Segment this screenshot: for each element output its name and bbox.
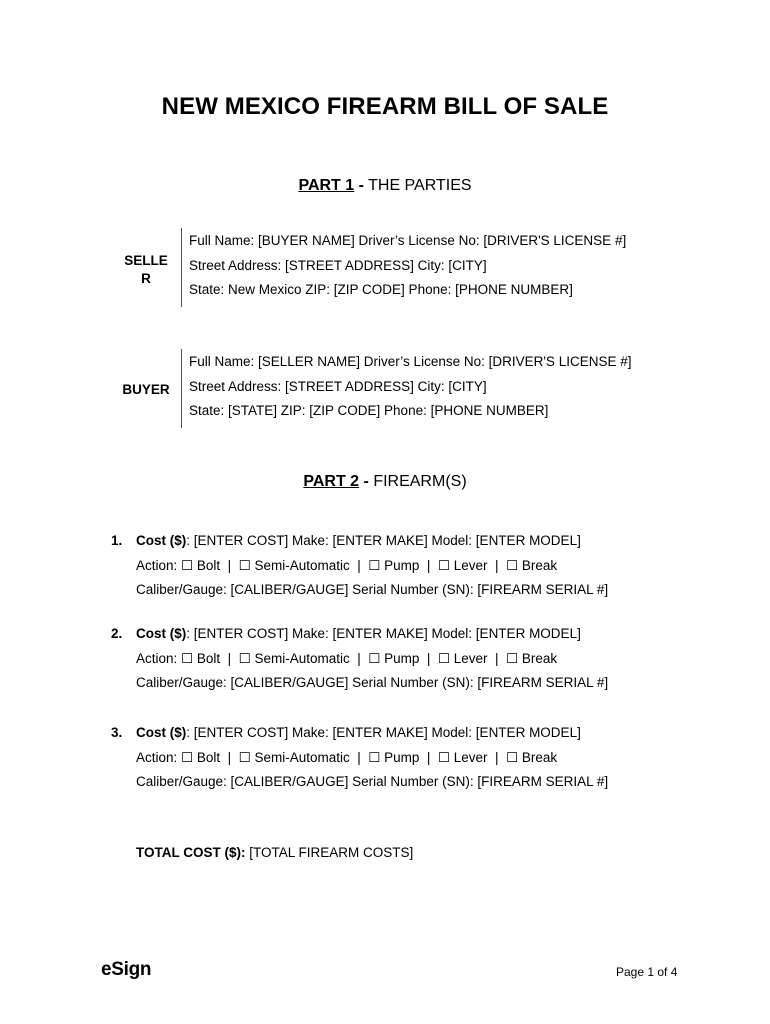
part2-heading: [0, 473, 770, 491]
firearm-caliber-line: Caliber/Gauge: [CALIBER/GAUGE] Serial Number (SN): [FIREARM SERIAL #]: [136, 774, 609, 789]
total-cost-label: TOTAL COST ($):: [136, 845, 246, 860]
total-cost-value: [TOTAL FIREARM COSTS]: [249, 845, 414, 860]
part1-heading-text: THE PARTIES: [368, 177, 472, 194]
firearm-number: 1.: [111, 533, 123, 548]
buyer-state-line: State: [STATE] ZIP: [ZIP CODE] Phone: [PHONE NUMBER]: [189, 403, 549, 418]
buyer-role-label: BUYER: [122, 382, 170, 397]
buyer-name-line: Full Name: [SELLER NAME] Driver’s License No: [DRIVER'S LICENSE #]: [189, 354, 632, 369]
part1-label: PART 1: [298, 177, 355, 194]
part1-separator: -: [358, 177, 364, 194]
firearm-cost-line: Cost ($): [ENTER COST] Make: [ENTER MAKE] Model: [ENTER MODEL]: [136, 725, 581, 740]
esign-logo: eSign: [101, 959, 152, 980]
total-cost-line: [136, 845, 413, 860]
firearm-number: 3.: [111, 725, 123, 740]
seller-address-line: Street Address: [STREET ADDRESS] City: [CITY]: [189, 257, 487, 273]
part2-separator: -: [363, 473, 369, 490]
firearm-caliber-line: Caliber/Gauge: [CALIBER/GAUGE] Serial Number (SN): [FIREARM SERIAL #]: [136, 582, 609, 597]
firearm-caliber-line: Caliber/Gauge: [CALIBER/GAUGE] Serial Number (SN): [FIREARM SERIAL #]: [136, 675, 609, 690]
document-title: NEW MEXICO FIREARM BILL OF SALE: [161, 93, 609, 120]
firearm-action-line: Action: ☐ Bolt | ☐ Semi-Automatic | ☐ Pump | ☐ Lever | ☐ Break: [136, 749, 558, 765]
firearm-action-line: Action: ☐ Bolt | ☐ Semi-Automatic | ☐ Pump | ☐ Lever | ☐ Break: [136, 650, 558, 666]
seller-details: [181, 228, 626, 307]
seller-role-label: SELLE R: [124, 253, 168, 286]
page-number: Page 1 of 4: [616, 965, 678, 979]
seller-state-line: State: New Mexico ZIP: [ZIP CODE] Phone: [PHONE NUMBER]: [189, 282, 573, 297]
firearm-number: 2.: [111, 626, 123, 641]
part1-heading: [0, 177, 770, 195]
firearm-cost-line: Cost ($): [ENTER COST] Make: [ENTER MAKE] Model: [ENTER MODEL]: [136, 626, 581, 641]
buyer-details: [181, 349, 631, 428]
seller-name-line: Full Name: [BUYER NAME] Driver’s License No: [DRIVER'S LICENSE #]: [189, 233, 627, 248]
buyer-address-line: Street Address: [STREET ADDRESS] City: [CITY]: [189, 378, 487, 394]
firearm-cost-line: Cost ($): [ENTER COST] Make: [ENTER MAKE] Model: [ENTER MODEL]: [136, 533, 581, 548]
part2-label: PART 2: [303, 473, 360, 490]
firearm-action-line: Action: ☐ Bolt | ☐ Semi-Automatic | ☐ Pump | ☐ Lever | ☐ Break: [136, 557, 558, 573]
part2-heading-text: FIREARM(S): [373, 473, 467, 490]
